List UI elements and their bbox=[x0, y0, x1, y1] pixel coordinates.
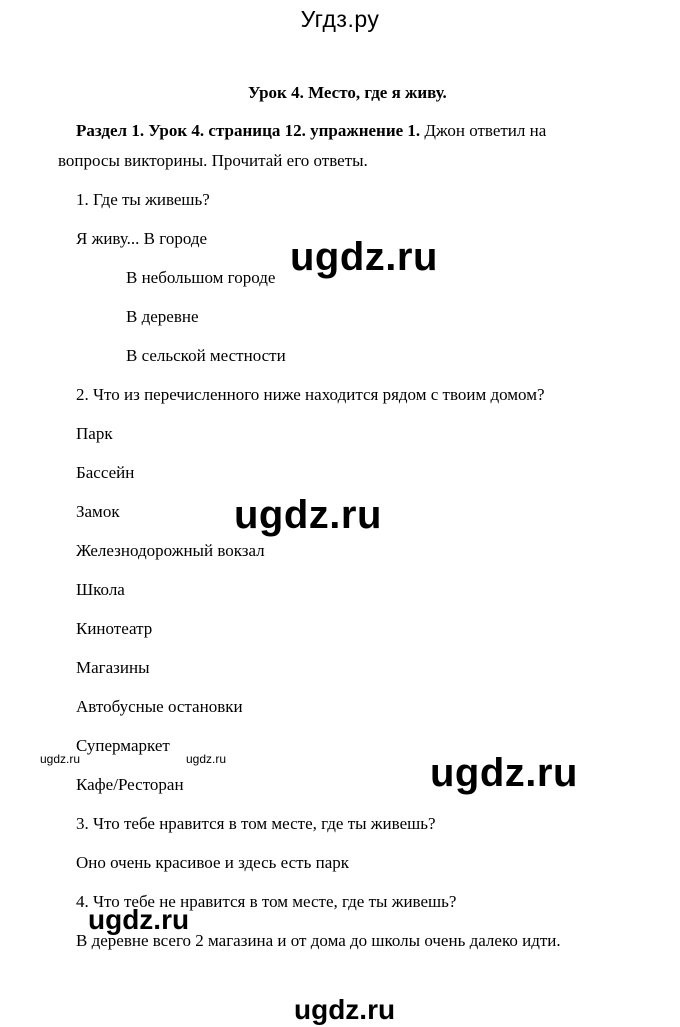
watermark-small: ugdz.ru bbox=[186, 752, 227, 766]
exercise-reference: Раздел 1. Урок 4. страница 12. упражнение 1. bbox=[76, 121, 421, 140]
exercise-intro bbox=[76, 121, 546, 141]
answer-4: В деревне всего 2 магазина и от дома до школы очень далеко идти. bbox=[76, 931, 561, 950]
list-item: Супермаркет bbox=[76, 736, 170, 755]
question-2: 2. Что из перечисленного ниже находится рядом с твоим домом? bbox=[76, 385, 545, 404]
list-item: Замок bbox=[76, 502, 120, 521]
list-item: Школа bbox=[76, 580, 125, 599]
list-item: Парк bbox=[76, 424, 113, 443]
list-item: Бассейн bbox=[76, 463, 135, 482]
exercise-intro-line2: вопросы викторины. Прочитай его ответы. bbox=[58, 151, 368, 170]
list-item: Магазины bbox=[76, 658, 150, 677]
answer-3: Оно очень красивое и здесь есть парк bbox=[76, 853, 350, 872]
watermark: ugdz.ru bbox=[234, 493, 382, 537]
lesson-title: Урок 4. Место, где я живу. bbox=[248, 83, 447, 102]
site-title: Угдз.ру bbox=[300, 6, 380, 32]
list-item: Железнодорожный вокзал bbox=[76, 541, 265, 560]
list-item: Автобусные остановки bbox=[76, 697, 243, 716]
watermark: ugdz.ru bbox=[430, 751, 578, 795]
watermark: ugdz.ru bbox=[290, 235, 438, 279]
question-3: 3. Что тебе нравится в том месте, где ты живешь? bbox=[76, 814, 436, 833]
watermark: ugdz.ru bbox=[88, 904, 190, 935]
answer-1-option: В небольшом городе bbox=[126, 268, 276, 287]
list-item: Кафе/Ресторан bbox=[76, 775, 184, 794]
watermark-small: ugdz.ru bbox=[40, 752, 81, 766]
watermark: ugdz.ru bbox=[294, 994, 396, 1025]
answer-1-option: В деревне bbox=[126, 307, 199, 326]
list-item: Кинотеатр bbox=[76, 619, 153, 638]
question-1: 1. Где ты живешь? bbox=[76, 190, 210, 209]
question-4: 4. Что тебе не нравится в том месте, где ты живешь? bbox=[76, 892, 457, 911]
exercise-intro-text: Джон ответил на bbox=[420, 121, 547, 140]
answer-1-option: В сельской местности bbox=[126, 346, 286, 365]
answer-1-lead: Я живу... В городе bbox=[76, 229, 208, 248]
